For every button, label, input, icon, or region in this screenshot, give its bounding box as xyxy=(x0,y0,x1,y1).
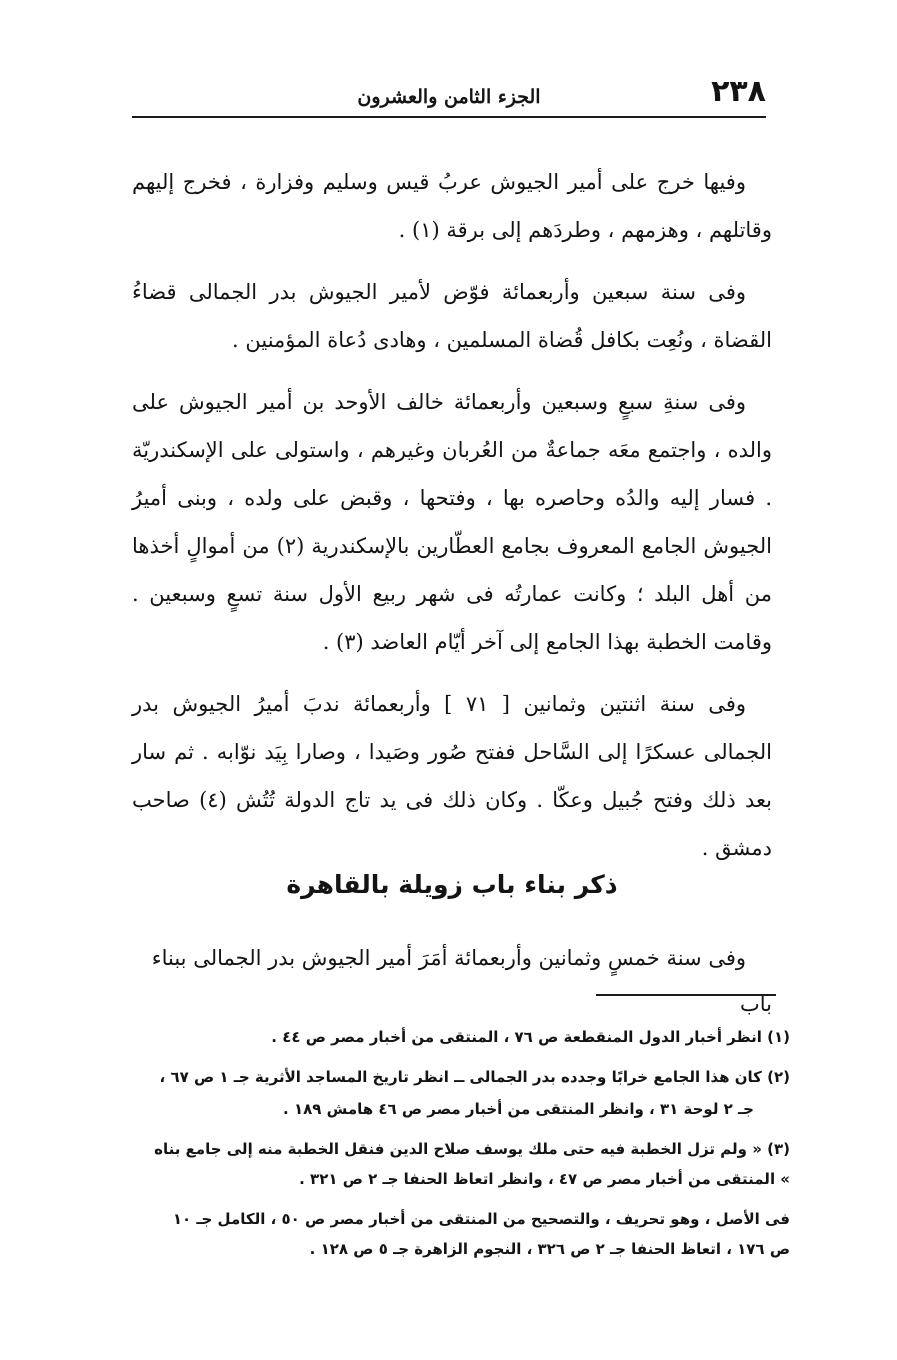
section-paragraph: وفى سنة خمسٍ وثمانين وأربعمائة أمَرَ أمير الجيوش بدر الجمالى ببناء باب xyxy=(151,946,772,1016)
paragraph: وفى سنةِ سبعٍ وسبعين وأربعمائة خالف الأوحد بن أمير الجيوش على والده ، واجتمع معَه جماعةٌ من العُربان وغيرهم ، واستولى على الإسكندريّة . فسار إليه والدُه وحاصره بها ، وفتحها ، وقبض على ولده ، وبنى أميرُ الجيوش الجامع المعروف بجامع العطّارين بالإسكندرية (٢) من أموالٍ أخذها من أهل البلد ؛ وكانت عمارتُه فى شهر ربيع الأول سنة تسعٍ وسبعين . وقامت الخطبة بهذا الجامع إلى آخر أيّام العاضد (٣) . xyxy=(132,390,772,654)
footnotes xyxy=(150,1022,790,1274)
section-heading: ذكر بناء باب زويلة بالقاهرة xyxy=(286,870,618,899)
running-head: الجزء الثامن والعشرون xyxy=(357,86,541,108)
footnote: (١) انظر أخبار الدول المنقطعة ص ٧٦ ، المنتقى من أخبار مصر ص ٤٤ . xyxy=(271,1028,790,1046)
page-header xyxy=(132,70,766,118)
footnote: (٢) كان هذا الجامع خرابًا وجدده بدر الجمالى ــ انظر تاريخ المساجد الأثرية جـ ١ ص ٦٧ ، xyxy=(159,1068,790,1086)
main-text xyxy=(132,158,772,886)
paragraph: وفيها خرج على أمير الجيوش عربُ قيس وسليم وفزارة ، فخرج إليهم وقاتلهم ، وهزمهم ، وطردَهم إلى برقة (١) . xyxy=(132,170,772,242)
page-number: ٢٣٨ xyxy=(711,74,766,109)
footnote-divider xyxy=(596,994,776,996)
paragraph: وفى سنة اثنتين وثمانين [ ٧١ ] وأربعمائة ندبَ أميرُ الجيوش بدر الجمالى عسكرًا إلى السَّاحل ففتح صُور وصَيدا ، وصارا بِيَد نوّابه . ثم سار بعد ذلك وفتح جُبيل وعكّا . وكان ذلك فى يد تاج الدولة تُتُش (٤) صاحب دمشق . xyxy=(132,692,772,860)
footnote-continuation: جـ ٢ لوحة ٣١ ، وانظر المنتقى من أخبار مصر ص ٤٦ هامش ١٨٩ . xyxy=(283,1100,754,1118)
footnote: (٣) « ولم تزل الخطبة فيه حتى ملك يوسف صلاح الدين فنقل الخطبة منه إلى جامع بناه » المنتقى من أخبار مصر ص ٤٧ ، وانظر اتعاظ الحنفا جـ ٢ ص ٣٢١ . xyxy=(154,1140,790,1188)
paragraph: وفى سنة سبعين وأربعمائة فوّض لأمير الجيوش بدر الجمالى قضاءُ القضاة ، ونُعِت بكافل قُضاة المسلمين ، وهادى دُعاة المؤمنين . xyxy=(132,280,772,352)
footnote: فى الأصل ، وهو تحريف ، والتصحيح من المنتقى من أخبار مصر ص ٥٠ ، الكامل جـ ١٠ ص ١٧٦ ، اتعاظ الحنفا جـ ٢ ص ٣٢٦ ، النجوم الزاهرة جـ ٥ ص ١٢٨ . xyxy=(172,1210,790,1258)
